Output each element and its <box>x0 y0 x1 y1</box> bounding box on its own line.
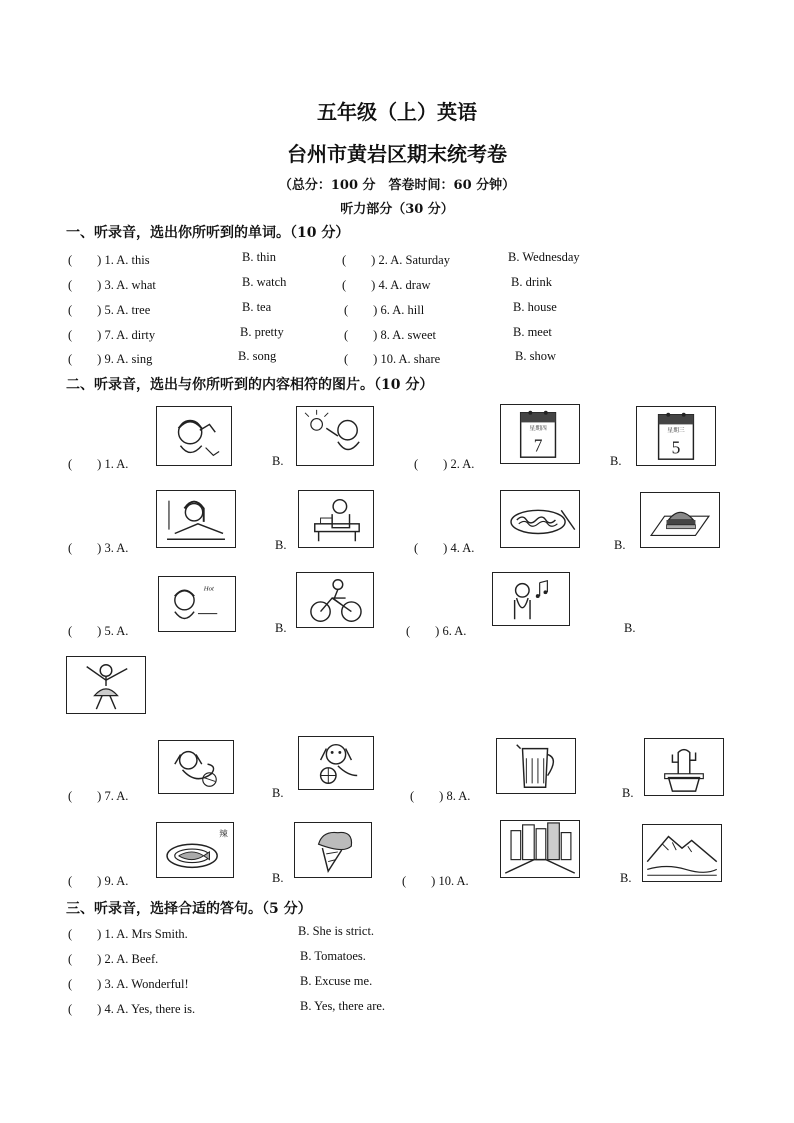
s1-q9-a: ( ) 9. A. sing <box>68 352 153 366</box>
s3-q2-b: B. Tomatoes. <box>300 949 366 963</box>
s1-q8-a: ( ) 8. A. sweet <box>344 328 436 342</box>
s2-q6-b-label: B. <box>624 621 636 635</box>
s1-q1-b: B. thin <box>242 250 277 264</box>
q2-picture-b-calendar <box>636 406 716 466</box>
s2-q4-label: ( ) 4. A. <box>414 541 475 555</box>
s3-q3-a: ( ) 3. A. Wonderful! <box>68 977 189 991</box>
s1-q3-b: B. watch <box>242 275 287 289</box>
section2-heading: 二、听录音，选出与你所听到的内容相符的图片。（10 分） <box>66 377 434 393</box>
q3-picture-b-boy-at-desk <box>298 490 374 548</box>
q9-a-spicy-char: 辣 <box>219 829 228 840</box>
s2-q3-b-label: B. <box>275 538 287 552</box>
s1-q10-a: ( ) 10. A. share <box>344 352 441 366</box>
listening-part-title: 听力部分（30 分） <box>340 202 454 217</box>
q2-picture-a-calendar <box>500 404 580 464</box>
s2-q8-label: ( ) 8. A. <box>410 789 471 803</box>
s2-q4-b-label: B. <box>614 538 626 552</box>
s1-q2-a: ( ) 2. A. Saturday <box>342 253 450 267</box>
s2-q5-b-label: B. <box>275 621 287 635</box>
s2-q9-label: ( ) 9. A. <box>68 874 129 888</box>
q2-b-weekday: 星期三 <box>667 428 685 435</box>
s3-q4-a: ( ) 4. A. Yes, there is. <box>68 1002 196 1016</box>
q7-picture-b-dog-with-ball <box>298 736 374 790</box>
s1-q4-a: ( ) 4. A. draw <box>342 278 431 292</box>
section3-heading: 三、听录音，选择合适的答句。（5 分） <box>66 901 312 917</box>
q5-picture-a-hot-boy <box>158 576 236 632</box>
s1-q6-b: B. house <box>513 300 557 314</box>
s1-q9-b: B. song <box>238 349 277 363</box>
q5-picture-b-cycling <box>296 572 374 628</box>
q2-a-date: 7 <box>533 435 543 456</box>
s3-q4-b: B. Yes, there are. <box>300 999 386 1013</box>
q3-picture-a-girl-reading <box>156 490 236 548</box>
s2-q7-b-label: B. <box>272 786 284 800</box>
s1-q7-b: B. pretty <box>240 325 284 339</box>
q2-a-weekday: 星期四 <box>529 426 547 433</box>
q6-picture-a-singer <box>492 572 570 626</box>
exam-meta: （总分：100 分 答卷时间：60 分钟） <box>278 178 516 193</box>
s1-q5-a: ( ) 5. A. tree <box>68 303 151 317</box>
s2-q2-label: ( ) 2. A. <box>414 457 475 471</box>
s1-q10-b: B. show <box>515 349 556 363</box>
q2-b-date: 5 <box>671 437 681 458</box>
s2-q2-b-label: B. <box>610 454 622 468</box>
s2-q9-b-label: B. <box>272 871 284 885</box>
q8-picture-a-jug <box>496 738 576 794</box>
s3-q3-b: B. Excuse me. <box>300 974 373 988</box>
q4-picture-b-hamburger <box>640 492 720 548</box>
q8-picture-b-cactus <box>644 738 724 796</box>
q6-picture-b-dancer <box>66 656 146 714</box>
exam-grade-title: 五年级（上）英语 <box>317 100 477 124</box>
s1-q5-b: B. tea <box>242 300 272 314</box>
s2-q8-b-label: B. <box>622 786 634 800</box>
s2-q3-label: ( ) 3. A. <box>68 541 129 555</box>
s2-q6-label: ( ) 6. A. <box>406 624 467 638</box>
s3-q2-a: ( ) 2. A. Beef. <box>68 952 159 966</box>
section1-heading: 一、听录音，选出你所听到的单词。（10 分） <box>66 225 350 241</box>
q10-picture-a-city-road <box>500 820 580 878</box>
s2-q5-label: ( ) 5. A. <box>68 624 129 638</box>
s1-q8-b: B. meet <box>513 325 552 339</box>
s3-q1-a: ( ) 1. A. Mrs Smith. <box>68 927 188 941</box>
q7-picture-a-dog <box>158 740 234 794</box>
s1-q6-a: ( ) 6. A. hill <box>344 303 425 317</box>
s1-q3-a: ( ) 3. A. what <box>68 278 156 292</box>
q9-picture-a-spicy-fish <box>156 822 234 878</box>
s1-q1-a: ( ) 1. A. this <box>68 253 150 267</box>
q4-picture-a-noodles <box>500 490 580 548</box>
s2-q7-label: ( ) 7. A. <box>68 789 129 803</box>
q1-picture-a-headache-boy <box>156 406 232 466</box>
s1-q2-b: B. Wednesday <box>508 250 580 264</box>
q1-picture-b-idea-boy <box>296 406 374 466</box>
q5-a-hot-word: Hot <box>203 585 214 593</box>
exam-title: 台州市黄岩区期末统考卷 <box>287 142 507 166</box>
s3-q1-b: B. She is strict. <box>298 924 375 938</box>
s2-q10-label: ( ) 10. A. <box>402 874 469 888</box>
s1-q4-b: B. drink <box>511 275 552 289</box>
q9-picture-b-ice-cream <box>294 822 372 878</box>
s2-q1-b-label: B. <box>272 454 284 468</box>
s2-q1-label: ( ) 1. A. <box>68 457 129 471</box>
s2-q10-b-label: B. <box>620 871 632 885</box>
q10-picture-b-mountain <box>642 824 722 882</box>
s1-q7-a: ( ) 7. A. dirty <box>68 328 156 342</box>
